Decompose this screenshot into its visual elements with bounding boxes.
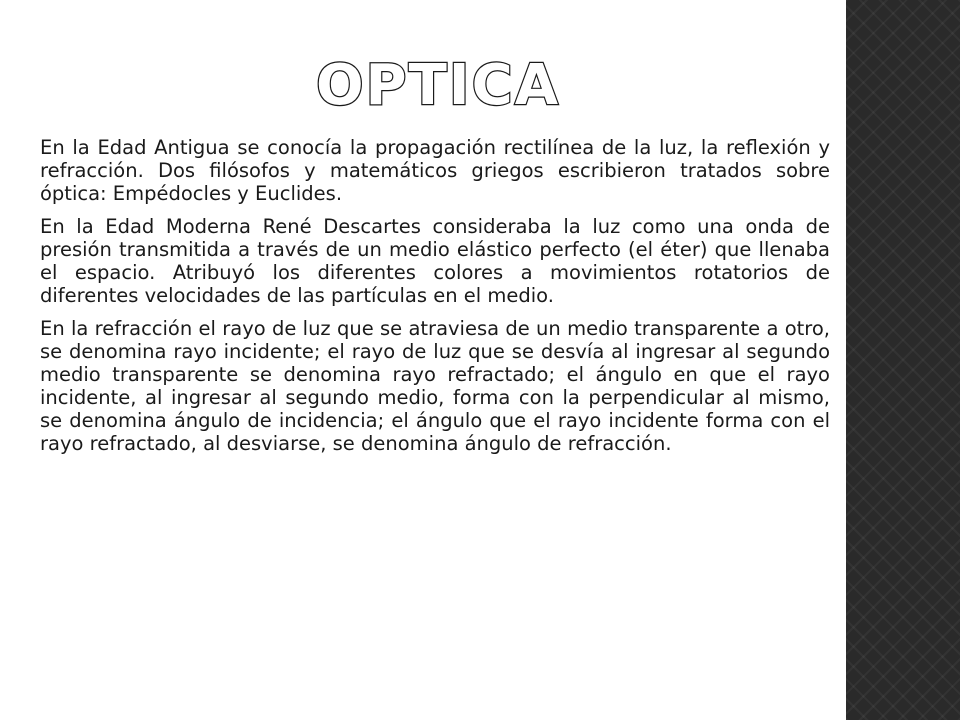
slide-title	[0, 48, 846, 120]
slide-title-text: OPTICA	[315, 53, 561, 118]
decorative-side-panel	[846, 0, 960, 720]
slide-body	[40, 136, 830, 465]
paragraph-refraccion: En la refracción el rayo de luz que se atraviesa de un medio transparente a otro, se denomina rayo incidente; el rayo de luz que se desvía al ingresar al segundo medio transparente se denomina rayo refractado; el ángulo en que el rayo incidente, al ingresar al segundo medio, forma con la perpendicular al mismo, se denomina ángulo de incidencia; el ángulo que el rayo incidente forma con el rayo refractado, al desviarse, se denomina ángulo de refracción.	[40, 317, 830, 455]
slide-title-graphic	[0, 48, 846, 120]
paragraph-edad-moderna: En la Edad Moderna René Descartes consideraba la luz como una onda de presión transmitida a través de un medio elástico perfecto (el éter) que llenaba el espacio. Atribuyó los diferentes colores a movimientos rotatorios de diferentes velocidades de las partículas en el medio.	[40, 215, 830, 307]
paragraph-edad-antigua: En la Edad Antigua se conocía la propagación rectilínea de la luz, la reflexión y refracción. Dos filósofos y matemáticos griegos escribieron tratados sobre óptica: Empédocles y Euclides.	[40, 136, 830, 205]
